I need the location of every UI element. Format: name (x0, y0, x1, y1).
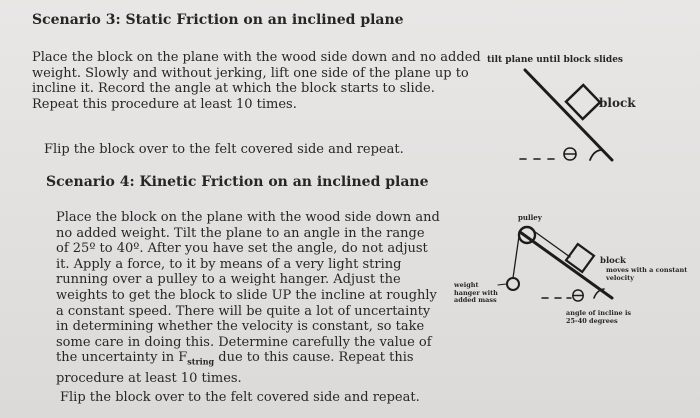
incline-plane-diagram (520, 70, 612, 160)
scenario4-flip-note: Flip the block over to the felt covered side and repeat. (60, 390, 420, 405)
theta-1 (564, 148, 576, 160)
angle-arc-1 (590, 150, 602, 160)
diagram2-block-label: block (600, 256, 626, 266)
constant-velocity-note: moves with a constant velocity (606, 266, 688, 282)
scenario3-heading: Scenario 3: Static Friction on an inclined plane (32, 12, 404, 28)
weight-hanger (507, 278, 519, 290)
weight-hanger-label: weight hanger with added mass (454, 281, 498, 304)
pulley-label: pulley (518, 213, 542, 222)
scenario4-body: Place the block on the plane with the wood side down and no added weight. Tilt the plane to an angle in the range of 25º to 40º. After you have set the angle, do not adjust it. Apply a force, to it by means of a very light string running over a pulley to a weight hanger. Adjust the weights to get the block to slide UP the incline at roughly a constant speed. There will be quite a lot of uncertainty in determining whether the velocity is constant, so take some care in doing this. Determine carefully the value of the uncertainty in F (56, 210, 440, 366)
pulley-incline-diagram (498, 227, 612, 301)
incline-plane-1 (525, 70, 612, 160)
hanger-pointer (498, 284, 506, 285)
string-subscript: string (187, 356, 215, 367)
block-1 (566, 85, 600, 119)
incline-angle-note: angle of incline is 25-40 degrees (566, 309, 632, 325)
incline-plane-2 (520, 232, 612, 298)
diagram1-block-label: block (599, 96, 636, 110)
hanging-string (513, 236, 519, 278)
tilt-caption: tilt plane until block slides (487, 55, 624, 65)
theta-2 (573, 290, 584, 301)
scenario4-heading: Scenario 4: Kinetic Friction on an inclined plane (46, 174, 429, 190)
scenario4-body-end: due to this cause. Repeat this procedure at least 10 times. (56, 350, 414, 386)
scenario3-instructions: Place the block on the plane with the wood side down and no added weight. Slowly and without jerking, lift one side of the plane up to incline it. Record the angle at which the block starts to slide. Repeat this procedure at least 10 times. (32, 50, 481, 112)
scenario3-flip-note: Flip the block over to the felt covered side and repeat. (44, 142, 404, 157)
